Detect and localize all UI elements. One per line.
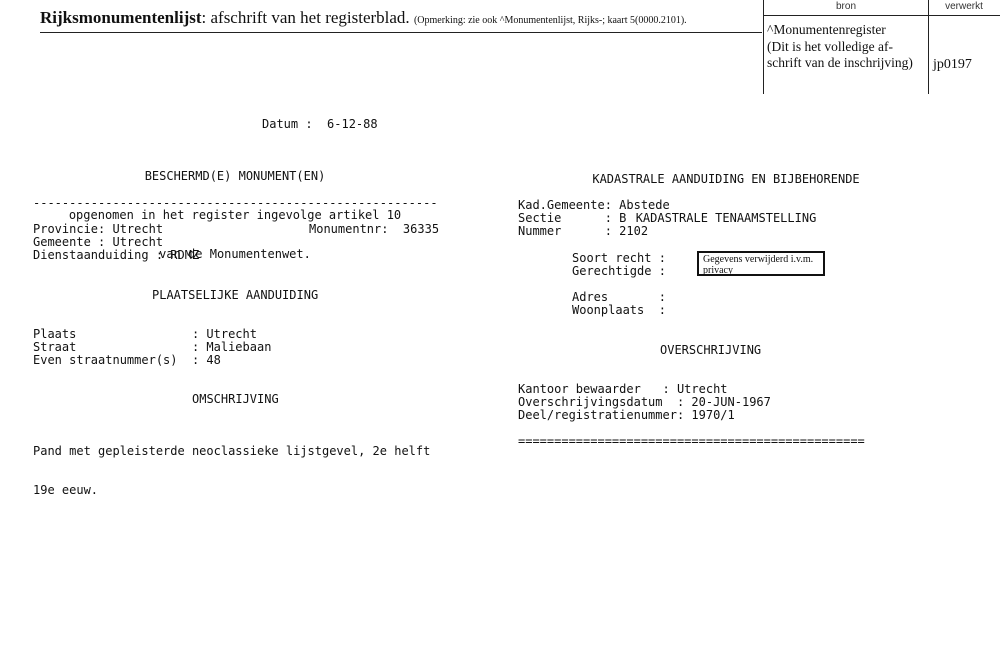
plaats-heading: PLAATSELIJKE AANDUIDING [152, 288, 319, 302]
dienst-line: Dienstaanduiding : RDMZ [33, 248, 200, 262]
right-divider: ================================================ [518, 434, 865, 448]
overschrijving-heading: OVERSCHRIJVING [660, 343, 762, 357]
monument-title-line: van de Monumentenwet. [159, 247, 311, 261]
straat-line: Straat : Maliebaan [33, 340, 272, 354]
monumentnr-line: Monumentnr: 36335 [309, 222, 440, 236]
bron-line: ^Monumentenregister [767, 22, 886, 37]
straatnr-line: Even straatnummer(s) : 48 [33, 353, 221, 367]
kantoor-line: Kantoor bewaarder : Utrecht [518, 382, 728, 396]
bron-line: schrift van de inschrijving) [767, 55, 913, 70]
woonplaats-line: Woonplaats : [572, 303, 666, 317]
deel-line: Deel/registratienummer: 1970/1 [518, 408, 735, 422]
verwerkt-label: verwerkt [945, 1, 983, 12]
document-header [40, 8, 687, 28]
meta-box-header-rule [763, 15, 1000, 16]
omschrijving-heading: OMSCHRIJVING [192, 392, 279, 406]
header-title-bold: Rijksmonumentenlijst [40, 8, 202, 27]
omschrijving-text [33, 419, 430, 510]
left-divider: -------------------------------------------------------- [33, 196, 438, 210]
kad-gemeente-line: Kad.Gemeente: Abstede [518, 198, 670, 212]
bron-line: (Dit is het volledige af- [767, 38, 893, 54]
header-underline [40, 32, 762, 33]
plaats-line: Plaats : Utrecht [33, 327, 257, 341]
verwerkt-value: jp0197 [933, 57, 972, 72]
monument-title-line: BESCHERMD(E) MONUMENT(EN) [144, 169, 326, 183]
gerechtigde-line: Gerechtigde : [572, 264, 666, 278]
adres-line: Adres : [572, 290, 666, 304]
kadastrale-title-line: KADASTRALE TENAAMSTELLING [635, 211, 817, 225]
soort-recht-line: Soort recht : [572, 251, 666, 265]
omschrijving-line: 19e eeuw. [33, 483, 99, 497]
header-note: (Opmerking: zie ook ^Monumentenlijst, Rijks-; kaart 5(0000.2101). [413, 15, 687, 26]
header-title-rest: : afschrift van het registerblad. [201, 8, 410, 27]
meta-box-divider [928, 0, 929, 94]
omschrijving-line: Pand met gepleisterde neoclassieke lijstgevel, 2e helft [33, 444, 431, 458]
monument-title-line: opgenomen in het register ingevolge artikel 10 [68, 208, 402, 222]
bron-text [767, 22, 927, 72]
overschrijvingsdatum-line: Overschrijvingsdatum : 20-JUN-1967 [518, 395, 771, 409]
bron-label: bron [835, 1, 856, 12]
kadastrale-title-line: KADASTRALE AANDUIDING EN BIJBEHORENDE [592, 172, 860, 186]
privacy-redaction-box: Gegevens verwijderd i.v.m. privacy [697, 251, 825, 276]
nummer-line: Nummer : 2102 [518, 224, 649, 238]
gemeente-line: Gemeente : Utrecht [33, 235, 164, 249]
provincie-line: Provincie: Utrecht [33, 222, 164, 236]
datum-line: Datum : 6-12-88 [262, 117, 378, 131]
sectie-line: Sectie : B [518, 211, 627, 225]
